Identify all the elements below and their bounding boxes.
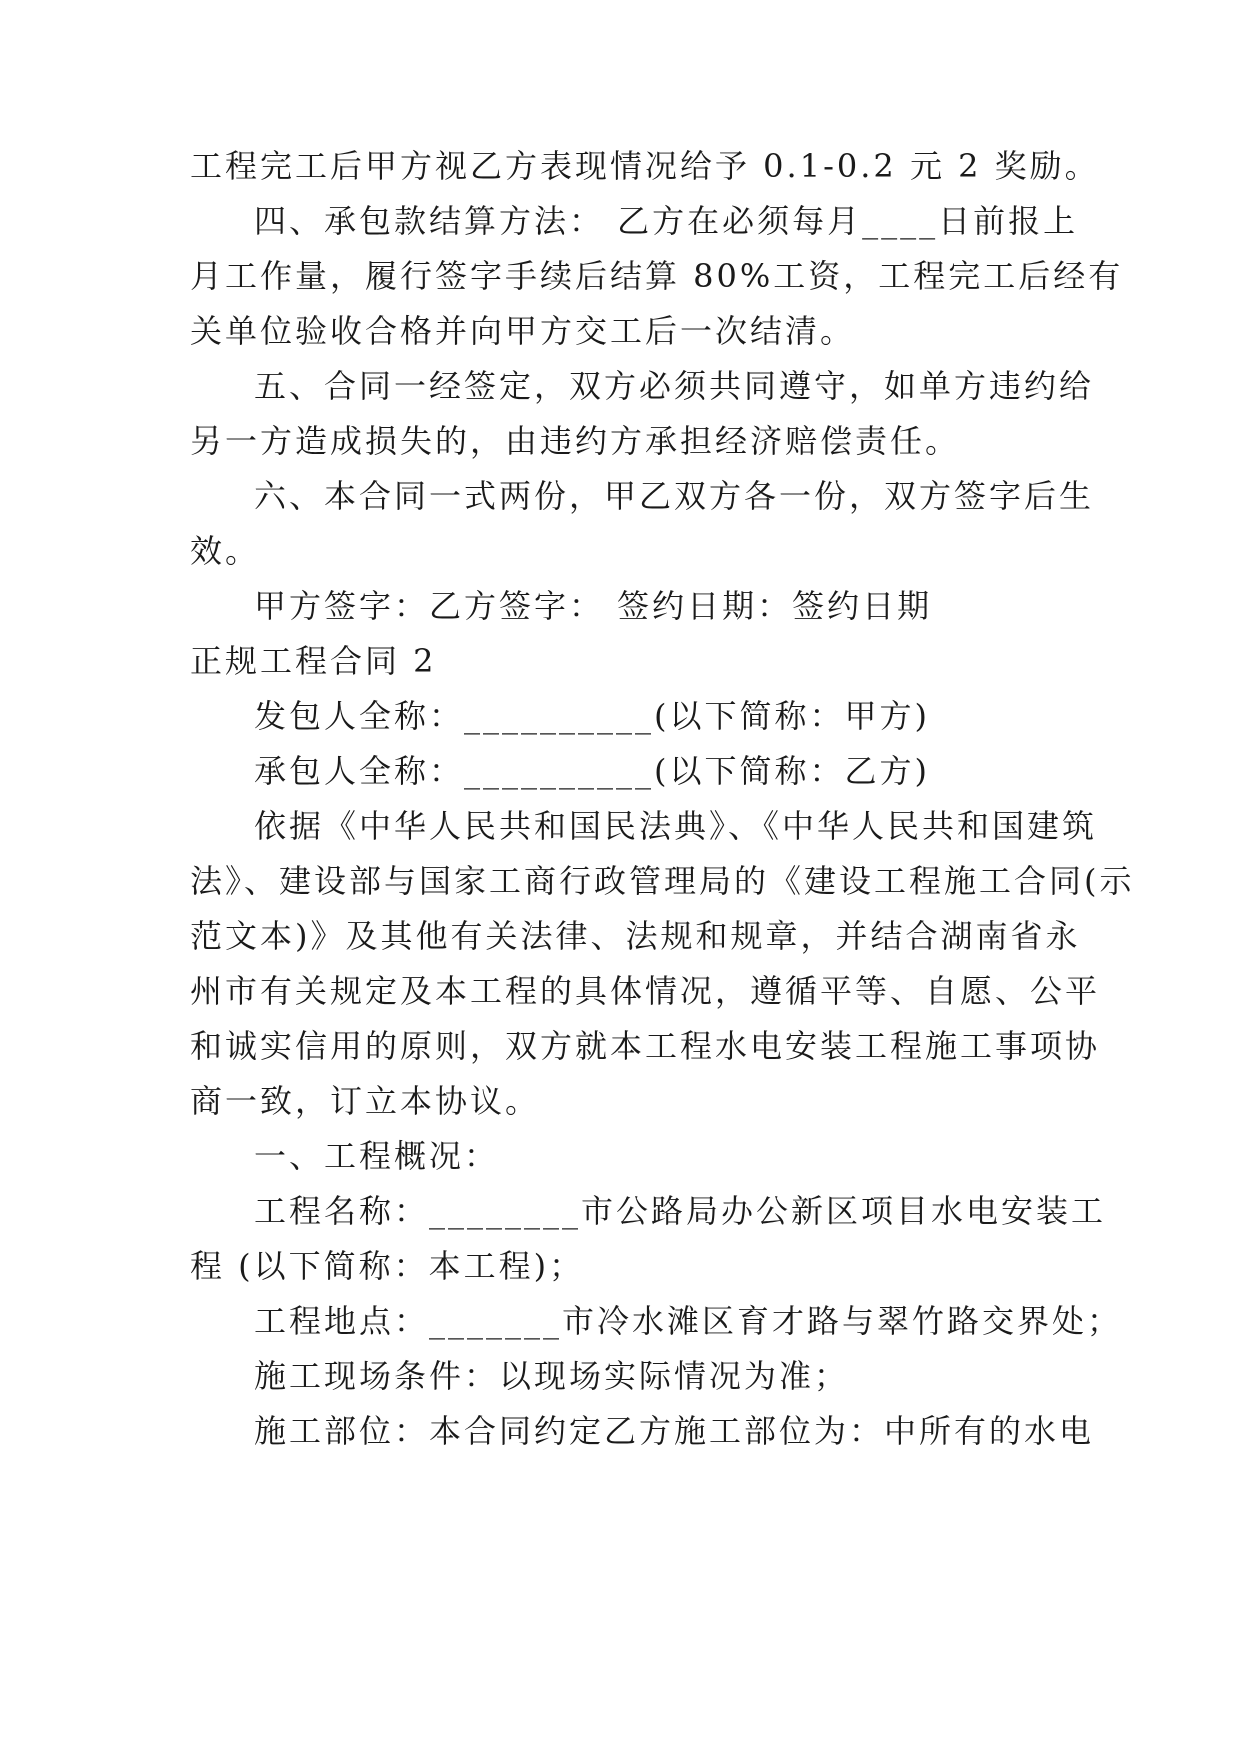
text-line: 商一致，订立本协议。 [190, 1082, 541, 1120]
signature-line: 甲方签字：乙方签字： 签约日期：签约日期 [254, 587, 933, 625]
text-line: 依据《中华人民共和国民法典》、《中华人民共和国建筑 [254, 807, 1098, 845]
text-line: 六、本合同一式两份，甲乙双方各一份，双方签字后生 [254, 477, 1095, 515]
text-line: 四、承包款结算方法： 乙方在必须每月____日前报上 [254, 202, 1079, 240]
text-line: 一、工程概况： [254, 1137, 500, 1175]
text-line: 五、合同一经签定，双方必须共同遵守，如单方违约给 [254, 367, 1095, 405]
text-line: 州市有关规定及本工程的具体情况，遵循平等、自愿、公平 [190, 972, 1101, 1010]
text-line: 工程地点：_______市冷水滩区育才路与翠竹路交界处； [254, 1302, 1123, 1340]
text-line: 发包人全称：__________(以下简称：甲方) [254, 697, 930, 735]
text-line: 和诚实信用的原则，双方就本工程水电安装工程施工事项协 [190, 1027, 1101, 1065]
text-line: 施工部位：本合同约定乙方施工部位为：中所有的水电 [254, 1412, 1095, 1450]
text-line: 范文本)》及其他有关法律、法规和规章，并结合湖南省永 [190, 917, 1081, 955]
text-line: 另一方造成损失的，由违约方承担经济赔偿责任。 [190, 422, 961, 460]
text-line: 月工作量，履行签字手续后结算 80%工资，工程完工后经有 [190, 257, 1124, 295]
text-line: 关单位验收合格并向甲方交工后一次结清。 [190, 312, 856, 350]
text-line: 法》、建设部与国家工商行政管理局的《建设工程施工合同(示 [190, 862, 1135, 900]
text-line: 承包人全称：__________(以下简称：乙方) [254, 752, 930, 790]
text-line: 效。 [190, 532, 261, 570]
text-line: 施工现场条件：以现场实际情况为准； [254, 1357, 850, 1395]
text-line: 工程完工后甲方视乙方表现情况给予 0.1-0.2 元 2 奖励。 [190, 147, 1100, 185]
section-title: 正规工程合同 2 [190, 642, 437, 680]
text-line: 工程名称：________市公路局办公新区项目水电安装工 [254, 1192, 1107, 1230]
text-line: 程 (以下简称：本工程)； [190, 1247, 585, 1285]
